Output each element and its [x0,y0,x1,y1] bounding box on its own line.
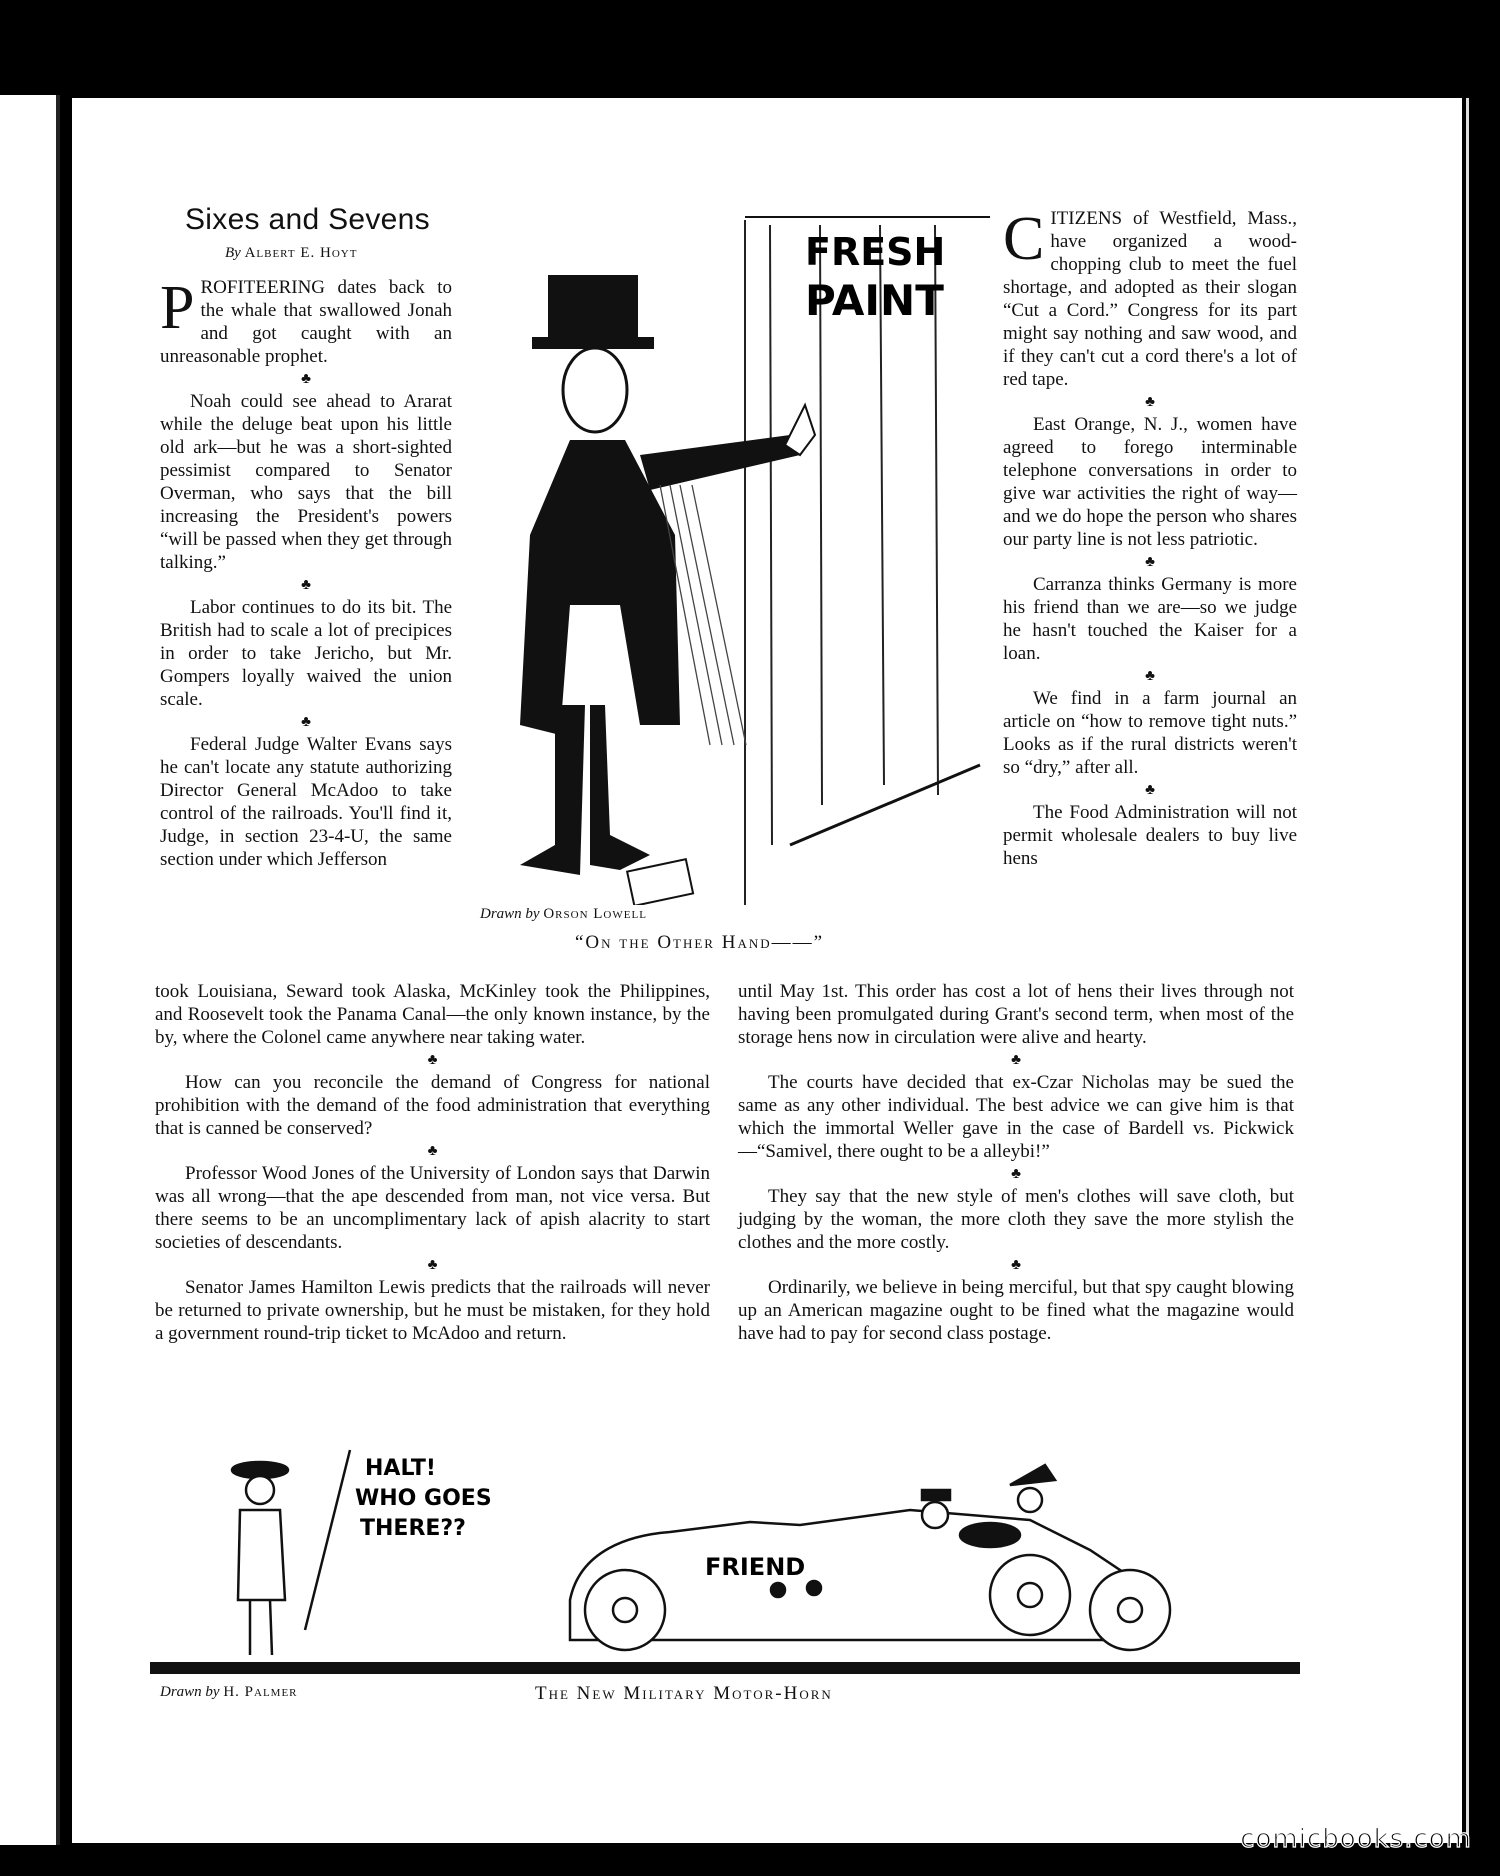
byline-author: Albert E. Hoyt [244,245,358,261]
paragraph-darwin: Professor Wood Jones of the University of London says that Darwin was all wrong—that the ape descended from man, not vice versa. But there seems to be an uncomplimentary lack of apish alacrity to start societies of descendants. [155,1163,710,1253]
club-ornament: ♣ [1145,394,1155,410]
right-column-top [1003,207,1297,870]
club-ornament: ♣ [1011,1166,1021,1182]
car-label-friend: FRIEND [705,1553,806,1581]
paragraph-westfield: CITIZENS of Westfield, Mass., have organized a wood-chopping club to meet the fuel shortage, and adopted as their slogan “Cut a Cord.” Congress for its part might say nothing and saw wood, and if they can't cut a cord there's a lot of red tape. [1003,205,1297,390]
bottom-illustration-caption: The New Military Motor-Horn [535,1683,833,1704]
club-ornament: ♣ [427,1257,438,1273]
club-ornament: ♣ [1145,554,1155,570]
article-title: Sixes and Sevens [185,203,430,236]
bottom-illustration-credit: Drawn by H. Palmer [160,1684,298,1700]
club-ornament: ♣ [301,714,311,730]
paragraph-railroads: Senator James Hamilton Lewis predicts that the railroads will never be returned to private ownership, but he must be mistaken, for they hold a government round-trip ticket to McAdoo and return. [155,1277,710,1344]
club-ornament: ♣ [301,577,311,593]
sign-fresh: FRESH [805,230,946,274]
drop-cap-c: C [1003,205,1045,273]
speech-who-goes: WHO GOES [355,1486,492,1511]
facing-page-edge [0,95,60,1845]
speech-halt: HALT! [365,1456,436,1481]
top-illustration-credit: Drawn by Orson Lowell [480,906,647,922]
club-ornament: ♣ [301,371,311,387]
club-ornament: ♣ [1145,668,1155,684]
motor-car [570,1465,1170,1650]
paragraph-food-administration: The Food Administration will not permit wholesale dealers to buy live hens [1003,802,1297,869]
paragraph-prohibition: How can you reconcile the demand of Congress for national prohibition with the demand of the food administration that everything that is canned be conserved? [155,1072,710,1139]
club-ornament: ♣ [427,1052,438,1068]
article-byline [225,245,357,262]
site-watermark: comicbooks.com [1240,1824,1472,1854]
club-ornament: ♣ [1011,1052,1021,1068]
paragraph-farm-journal: We find in a farm journal an article on “how to remove tight nuts.” Looks as if the rural districts weren't so “dry,” after all. [1003,688,1297,778]
club-ornament: ♣ [1145,782,1155,798]
sign-paint: PAINT [805,276,944,325]
paragraph-east-orange: East Orange, N. J., women have agreed to forego interminable telephone conversations in order to give war activities the right of way—and we do hope the person who shares our party line is not less patriotic. [1003,414,1297,550]
club-ornament: ♣ [427,1143,438,1159]
left-column-top [160,276,452,871]
top-hat-icon [548,275,638,345]
paragraph-mens-clothes: They say that the new style of men's clothes will save cloth, but judging by the woman, the more cloth they save the more stylish the clothes and the more costly. [738,1186,1294,1253]
sentry-soldier [232,1450,350,1655]
motor-horn-illustration [150,1440,1300,1680]
paragraph-food-administration-cont: until May 1st. This order has cost a lot of hens their lives through not having been promulgated during Grant's second term, when most of the storage hens now in circulation were alive and hearty. [738,981,1294,1048]
drop-cap-p: P [160,274,195,342]
top-illustration-caption: “On the Other Hand——” [575,932,825,953]
paragraph-labor: Labor continues to do its bit. The British had to scale a lot of precipices in order to take Jericho, but Mr. Gompers loyally waived the union scale. [160,597,452,710]
paragraph-carranza: Carranza thinks Germany is more his friend than we are—so we judge he hasn't touched the Kaiser for a loan. [1003,574,1297,664]
club-ornament: ♣ [1011,1257,1021,1273]
left-column-bottom [155,980,710,1345]
speech-there: THERE?? [360,1516,466,1541]
paragraph-spy: Ordinarily, we believe in being merciful, but that spy caught blowing up an American magazine ought to be fined what the magazine would have had to pay for second class postage. [738,1277,1294,1344]
paragraph-noah: Noah could see ahead to Ararat while the deluge beat upon his little old ark—but he was a short-sighted pessimist compared to Senator Overman, who says that the bill increasing the President's powers “will be passed when they get through talking.” [160,391,452,573]
paragraph-judge-evans: Federal Judge Walter Evans says he can't locate any statute authorizing Director General McAdoo to take control of the railroads. You'll find it, Judge, in section 23-4-U, the same section under which Jefferson [160,734,452,870]
page-fold [56,95,60,1845]
ground-line [150,1662,1300,1674]
paragraph-czar-nicholas: The courts have decided that ex-Czar Nicholas may be sued the same as any other individual. The best advice we can give him is that which the immortal Weller gave in the case of Bardell vs. Pickwick—“Samivel, there ought to be a alleybi!” [738,1072,1294,1162]
page-edge-right [1466,98,1469,1843]
fresh-paint-illustration [460,205,995,905]
byline-prefix: By [225,245,241,261]
paragraph-profiteering: PROFITEERING dates back to the whale that swallowed Jonah and got caught with an unreasonable prophet. [160,274,452,367]
paragraph-judge-evans-cont: took Louisiana, Seward took Alaska, McKinley took the Philippines, and Roosevelt took the Panama Canal—the only known instance, by the by, where the Colonel came anywhere near taking water. [155,981,710,1048]
right-column-bottom [738,980,1294,1345]
